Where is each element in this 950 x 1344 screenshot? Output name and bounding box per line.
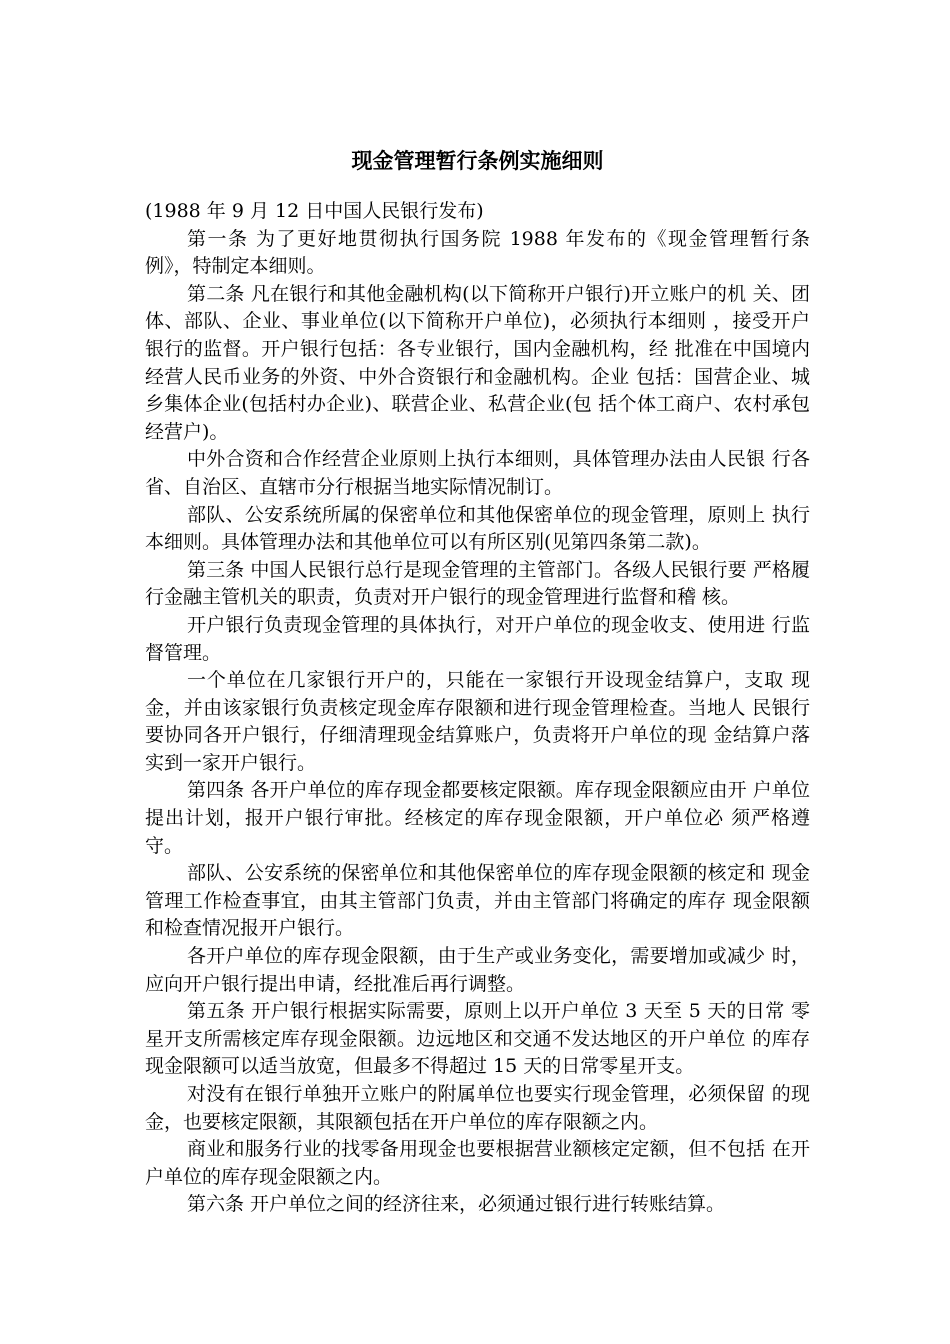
paragraph: 第三条 中国人民银行总行是现金管理的主管部门。各级人民银行要 严格履行金融主管机关的职责，负责对开户银行的现金管理进行监督和稽 核。 xyxy=(145,558,810,609)
paragraph: 第二条 凡在银行和其他金融机构(以下简称开户银行)开立账户的机 关、团体、部队、企业、事业单位(以下简称开户单位)，必须执行本细则 ，接受开户银行的监督。开户银行包括：各专业银行，国内金融机构，经 批准在中国境内经营人民币业务的外资、中外合资银行和金融机构。企业 包括：国营企业、城乡集体企业(包括村办企业)、联营企业、私营企业(包 括个体工商户、农村承包经营户)。 xyxy=(145,282,810,443)
paragraph: 部队、公安系统所属的保密单位和其他保密单位的现金管理，原则上 执行本细则。具体管理办法和其他单位可以有所区别(见第四条第二款)。 xyxy=(145,503,810,554)
paragraph: 开户银行负责现金管理的具体执行，对开户单位的现金收支、使用进 行监督管理。 xyxy=(145,613,810,664)
paragraph: 对没有在银行单独开立账户的附属单位也要实行现金管理，必须保留 的现金，也要核定限额，其限额包括在开户单位的库存限额之内。 xyxy=(145,1083,810,1133)
paragraph: 商业和服务行业的找零备用现金也要根据营业额核定定额，但不包括 在开户单位的库存现金限额之内。 xyxy=(145,1138,810,1188)
paragraph: 第六条 开户单位之间的经济往来，必须通过银行进行转账结算。 xyxy=(187,1193,726,1216)
paragraph: 一个单位在几家银行开户的，只能在一家银行开设现金结算户，支取 现金，并由该家银行负责核定现金库存限额和进行现金管理检查。当地人 民银行要协同各开户银行，仔细清理现金结算账户，负责将开户单位的现 金结算户落实到一家开户银行。 xyxy=(145,669,810,774)
paragraph: 第四条 各开户单位的库存现金都要核定限额。库存现金限额应由开 户单位提出计划，报开户银行审批。经核定的库存现金限额，开户单位必 须严格遵守。 xyxy=(145,779,810,857)
paragraph: 各开户单位的库存现金限额，由于生产或业务变化，需要增加或减少 时，应向开户银行提出申请，经批准后再行调整。 xyxy=(145,945,810,995)
document-title: 现金管理暂行条例实施细则 xyxy=(351,148,604,173)
paragraph: 第一条 为了更好地贯彻执行国务院 1988 年发布的《现金管理暂行条 例》，特制定本细则。 xyxy=(145,227,810,278)
paragraph: (1988 年 9 月 12 日中国人民银行发布) xyxy=(145,200,484,222)
paragraph: 中外合资和合作经营企业原则上执行本细则，具体管理办法由人民银 行各省、自治区、直辖市分行根据当地实际情况制订。 xyxy=(145,448,810,498)
paragraph: 部队、公安系统的保密单位和其他保密单位的库存现金限额的核定和 现金管理工作检查事宜，由其主管部门负责，并由主管部门将确定的库存 现金限额和检查情况报开户银行。 xyxy=(145,862,810,940)
paragraph: 第五条 开户银行根据实际需要，原则上以开户单位 3 天至 5 天的日常 零星开支所需核定库存现金限额。边远地区和交通不发达地区的开户单位 的库存现金限额可以适当放宽，但最多不得超过 15 天的日常零星开支。 xyxy=(145,1000,810,1078)
document-body xyxy=(145,198,810,1219)
